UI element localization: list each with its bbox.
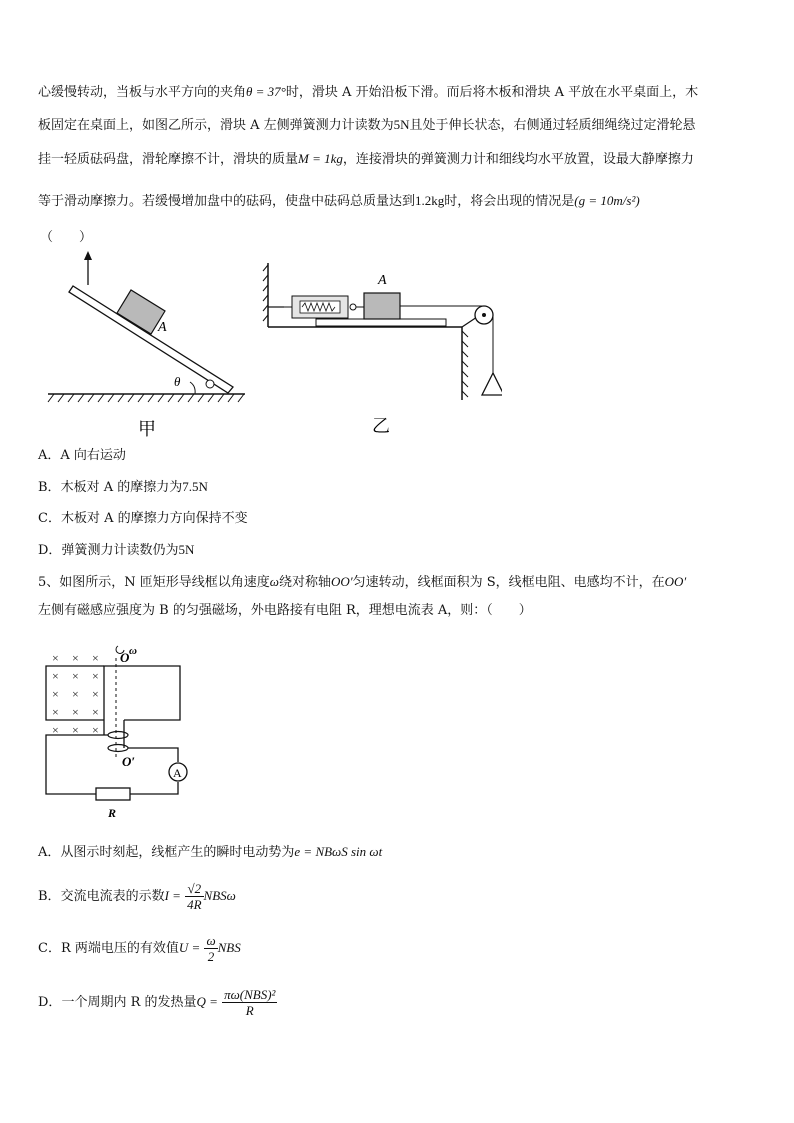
option-math: 7.5N — [182, 479, 208, 494]
label-o-prime: O′ — [122, 754, 136, 769]
q4-text: 挂一轻质砝码盘，滑轮摩擦不计，滑块的质量 — [38, 152, 299, 167]
numerator: πω(NBS)² — [224, 987, 276, 1002]
fraction — [222, 987, 277, 1018]
q4-text: 心缓慢转动，当板与水平方向的夹角 — [38, 85, 247, 100]
option-text: 一个周期内 R 的发热量 — [61, 995, 197, 1010]
magnetic-field-crosses — [52, 651, 99, 737]
fraction — [185, 881, 203, 912]
resistor-label: R — [108, 806, 117, 820]
weight-pan — [482, 373, 502, 395]
numerator: ω — [206, 933, 216, 948]
block-a-yi — [364, 293, 400, 319]
label-o: O — [120, 650, 130, 665]
mass-value: M = 1kg — [298, 151, 343, 166]
q5-option-c — [38, 931, 241, 966]
option-math: NBS — [217, 940, 241, 955]
q4-option-b — [38, 478, 208, 497]
figure-jia — [40, 250, 260, 440]
option-letter: B． — [38, 889, 61, 904]
board — [316, 319, 446, 326]
q4-line-1 — [38, 83, 698, 102]
q4-text: 等于滑动摩擦力。若缓慢增加盘中的砝码，使盘中砝码总质量达到 — [38, 194, 416, 209]
svg-text:×: × — [92, 669, 99, 683]
option-letter: D． — [38, 543, 62, 558]
label-a: A — [158, 320, 167, 335]
q5-line-1 — [38, 573, 686, 592]
svg-text:×: × — [52, 705, 59, 719]
q4-option-a — [38, 447, 126, 465]
spring-reading: 5N — [393, 117, 410, 132]
svg-text:×: × — [92, 723, 99, 737]
svg-text:×: × — [92, 687, 99, 701]
axis-oo: OO′ — [330, 574, 353, 589]
q5-option-d — [38, 985, 277, 1020]
svg-text:×: × — [72, 705, 79, 719]
fraction — [204, 933, 217, 964]
svg-text:×: × — [52, 651, 59, 665]
denominator: R — [245, 1003, 254, 1018]
caption-jia: 甲 — [138, 419, 156, 439]
weight-mass: 1.2kg — [415, 193, 445, 208]
option-text: 木板对 A 的摩擦力方向保持不变 — [60, 511, 248, 526]
option-text: 弹簧测力计读数仍为 — [61, 543, 179, 558]
axis-oo: OO′ — [664, 574, 687, 589]
q5-option-b — [38, 879, 236, 914]
svg-text:×: × — [92, 705, 99, 719]
gravity-value: (g = 10m/s²) — [574, 193, 640, 208]
label-a-yi: A — [378, 273, 387, 288]
denominator: 2 — [207, 949, 215, 964]
option-letter: D． — [38, 995, 62, 1010]
numerator: √2 — [185, 881, 203, 897]
q5-option-a — [38, 843, 382, 862]
theta-value: θ = 37° — [246, 84, 286, 99]
option-math: 5N — [178, 542, 195, 557]
svg-text:×: × — [72, 669, 79, 683]
svg-text:×: × — [72, 651, 79, 665]
omega: ω — [269, 574, 279, 589]
resistor — [96, 788, 130, 800]
option-text: 从图示时刻起，线框产生的瞬时电动势为 — [60, 845, 295, 860]
coil-frame — [104, 666, 180, 720]
option-text: 木板对 A 的摩擦力为 — [60, 480, 183, 495]
q4-text: 且处于伸长状态，右侧通过轻质细绳绕过定滑轮悬 — [409, 118, 696, 133]
q4-answer-bracket: （ ） — [40, 230, 93, 245]
q5-text: 匀速转动，线框面积为 S，线框电阻、电感均不计，在 — [352, 575, 665, 590]
option-math: U = — [178, 940, 201, 955]
option-letter: A． — [38, 845, 61, 860]
q5-text: 绕对称轴 — [278, 575, 331, 590]
q4-line-3 — [38, 150, 694, 169]
option-letter: C． — [38, 941, 61, 956]
q4-line-4 — [38, 192, 640, 211]
figure-q5-circuit — [40, 640, 200, 825]
ammeter-label: A — [173, 766, 182, 780]
figure-yi — [262, 255, 502, 440]
svg-text:×: × — [52, 723, 59, 737]
option-math: Q = — [196, 994, 218, 1009]
q4-text: 时，将会出现的情况是 — [444, 194, 575, 209]
option-math: I = — [164, 888, 181, 903]
label-theta: θ — [174, 374, 181, 389]
svg-text:×: × — [72, 723, 79, 737]
option-text: R 两端电压的有效值 — [60, 941, 179, 956]
q4-line-2 — [38, 116, 696, 135]
q5-text: 5、如图所示，N 匝矩形导线框以角速度 — [38, 575, 270, 590]
option-letter: C． — [38, 511, 61, 526]
denominator: 4R — [187, 897, 202, 912]
q4-option-c — [38, 510, 248, 528]
svg-text:×: × — [72, 687, 79, 701]
q5-line-2: 左侧有磁感应强度为 B 的匀强磁场，外电路接有电阻 R，理想电流表 A，则：（ ） — [38, 603, 532, 618]
caption-yi: 乙 — [372, 416, 390, 436]
option-text: 交流电流表的示数 — [60, 889, 165, 904]
q4-text: 板固定在桌面上，如图乙所示，滑块 A 左侧弹簧测力计读数为 — [38, 118, 394, 133]
label-omega: ω — [129, 645, 137, 657]
q4-text: 时，滑块 A 开始沿板下滑。而后将木板和滑块 A 平放在水平桌面上，木 — [285, 85, 699, 100]
svg-text:×: × — [92, 651, 99, 665]
q4-option-d — [38, 541, 194, 560]
svg-text:×: × — [52, 687, 59, 701]
option-letter: A． — [38, 448, 61, 463]
option-text: A 向右运动 — [60, 448, 126, 463]
option-letter: B． — [38, 480, 61, 495]
svg-text:×: × — [52, 669, 59, 683]
q4-text: ，连接滑块的弹簧测力计和细线均水平放置，设最大静摩擦力 — [342, 152, 694, 167]
option-math: NBSω — [203, 888, 236, 903]
option-math: e = NBωS sin ωt — [294, 844, 383, 859]
